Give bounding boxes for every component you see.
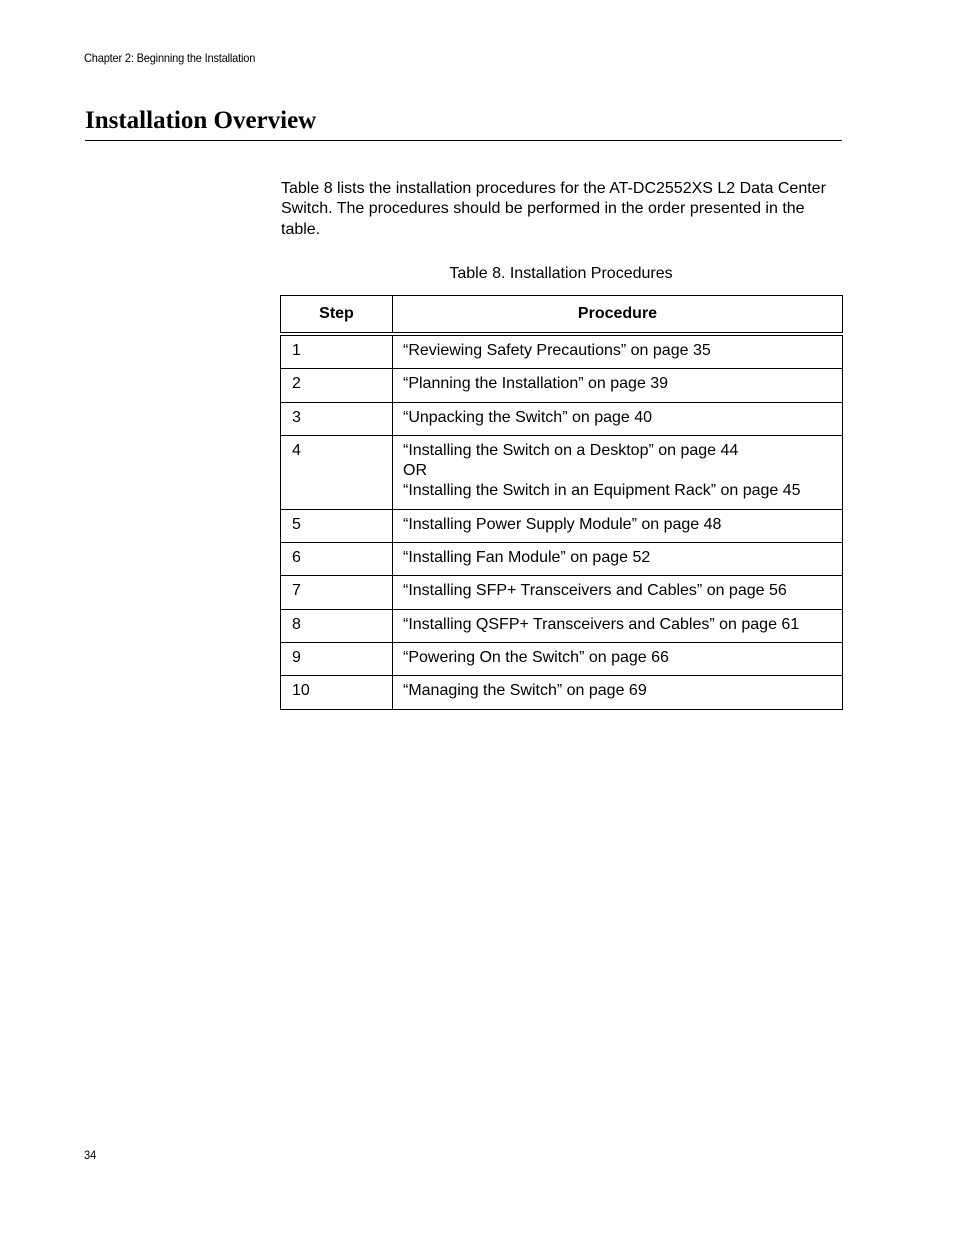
step-cell: 10 xyxy=(281,676,393,709)
table-row xyxy=(281,676,843,709)
procedure-text: OR xyxy=(403,462,427,480)
step-cell: 6 xyxy=(281,543,393,576)
step-cell: 1 xyxy=(281,334,393,369)
procedure-text: “Reviewing Safety Precautions” on page 35 xyxy=(403,342,711,359)
table-header-row xyxy=(281,296,843,335)
table-row xyxy=(281,334,843,369)
procedure-text: “Installing the Switch on a Desktop” on page 44 xyxy=(403,441,739,459)
section-title: Installation Overview xyxy=(85,107,317,134)
procedure-text: “Installing Power Supply Module” on page 48 xyxy=(403,515,722,533)
procedure-cell xyxy=(393,576,843,609)
procedure-cell xyxy=(393,509,843,542)
table-caption: Table 8. Installation Procedures xyxy=(449,265,673,282)
step-cell: 2 xyxy=(281,369,393,402)
procedure-cell xyxy=(393,334,843,369)
procedure-text: “Installing the Switch in an Equipment Rack” on page 45 xyxy=(403,482,801,500)
procedure-text: “Managing the Switch” on page 69 xyxy=(403,682,647,700)
table-row xyxy=(281,369,843,402)
table-row xyxy=(281,543,843,576)
step-cell: 9 xyxy=(281,642,393,675)
procedure-cell xyxy=(393,642,843,675)
table-row xyxy=(281,642,843,675)
table-row xyxy=(281,509,843,542)
procedure-cell xyxy=(393,609,843,642)
procedure-cell xyxy=(393,369,843,402)
title-rule xyxy=(85,140,842,141)
procedure-text: “Powering On the Switch” on page 66 xyxy=(403,648,669,666)
running-header: Chapter 2: Beginning the Installation xyxy=(84,51,256,65)
procedure-text: “Installing QSFP+ Transceivers and Cables” on page 61 xyxy=(403,615,800,633)
procedure-cell xyxy=(393,543,843,576)
step-cell: 7 xyxy=(281,576,393,609)
step-cell: 5 xyxy=(281,509,393,542)
step-cell: 8 xyxy=(281,609,393,642)
step-cell: 3 xyxy=(281,402,393,435)
procedure-column-header: Procedure xyxy=(393,296,843,335)
procedure-text: “Unpacking the Switch” on page 40 xyxy=(403,408,653,426)
table-row xyxy=(281,402,843,435)
procedure-text: “Planning the Installation” on page 39 xyxy=(403,375,669,393)
installation-procedures-table xyxy=(280,295,843,710)
procedure-cell xyxy=(393,435,843,509)
procedure-text: “Installing Fan Module” on page 52 xyxy=(403,549,651,567)
procedure-cell xyxy=(393,402,843,435)
intro-paragraph: Table 8 lists the installation procedures for the AT-DC2552XS L2 Data Center Switch. The procedures should be performed in the order presented in the table. xyxy=(281,180,826,238)
table-row xyxy=(281,435,843,509)
step-column-header: Step xyxy=(281,296,393,335)
step-cell: 4 xyxy=(281,435,393,509)
table-row xyxy=(281,576,843,609)
page-number: 34 xyxy=(84,1148,97,1162)
procedure-text: “Installing SFP+ Transceivers and Cables” on page 56 xyxy=(403,582,787,600)
table-row xyxy=(281,609,843,642)
table-body xyxy=(281,334,843,709)
procedure-cell xyxy=(393,676,843,709)
